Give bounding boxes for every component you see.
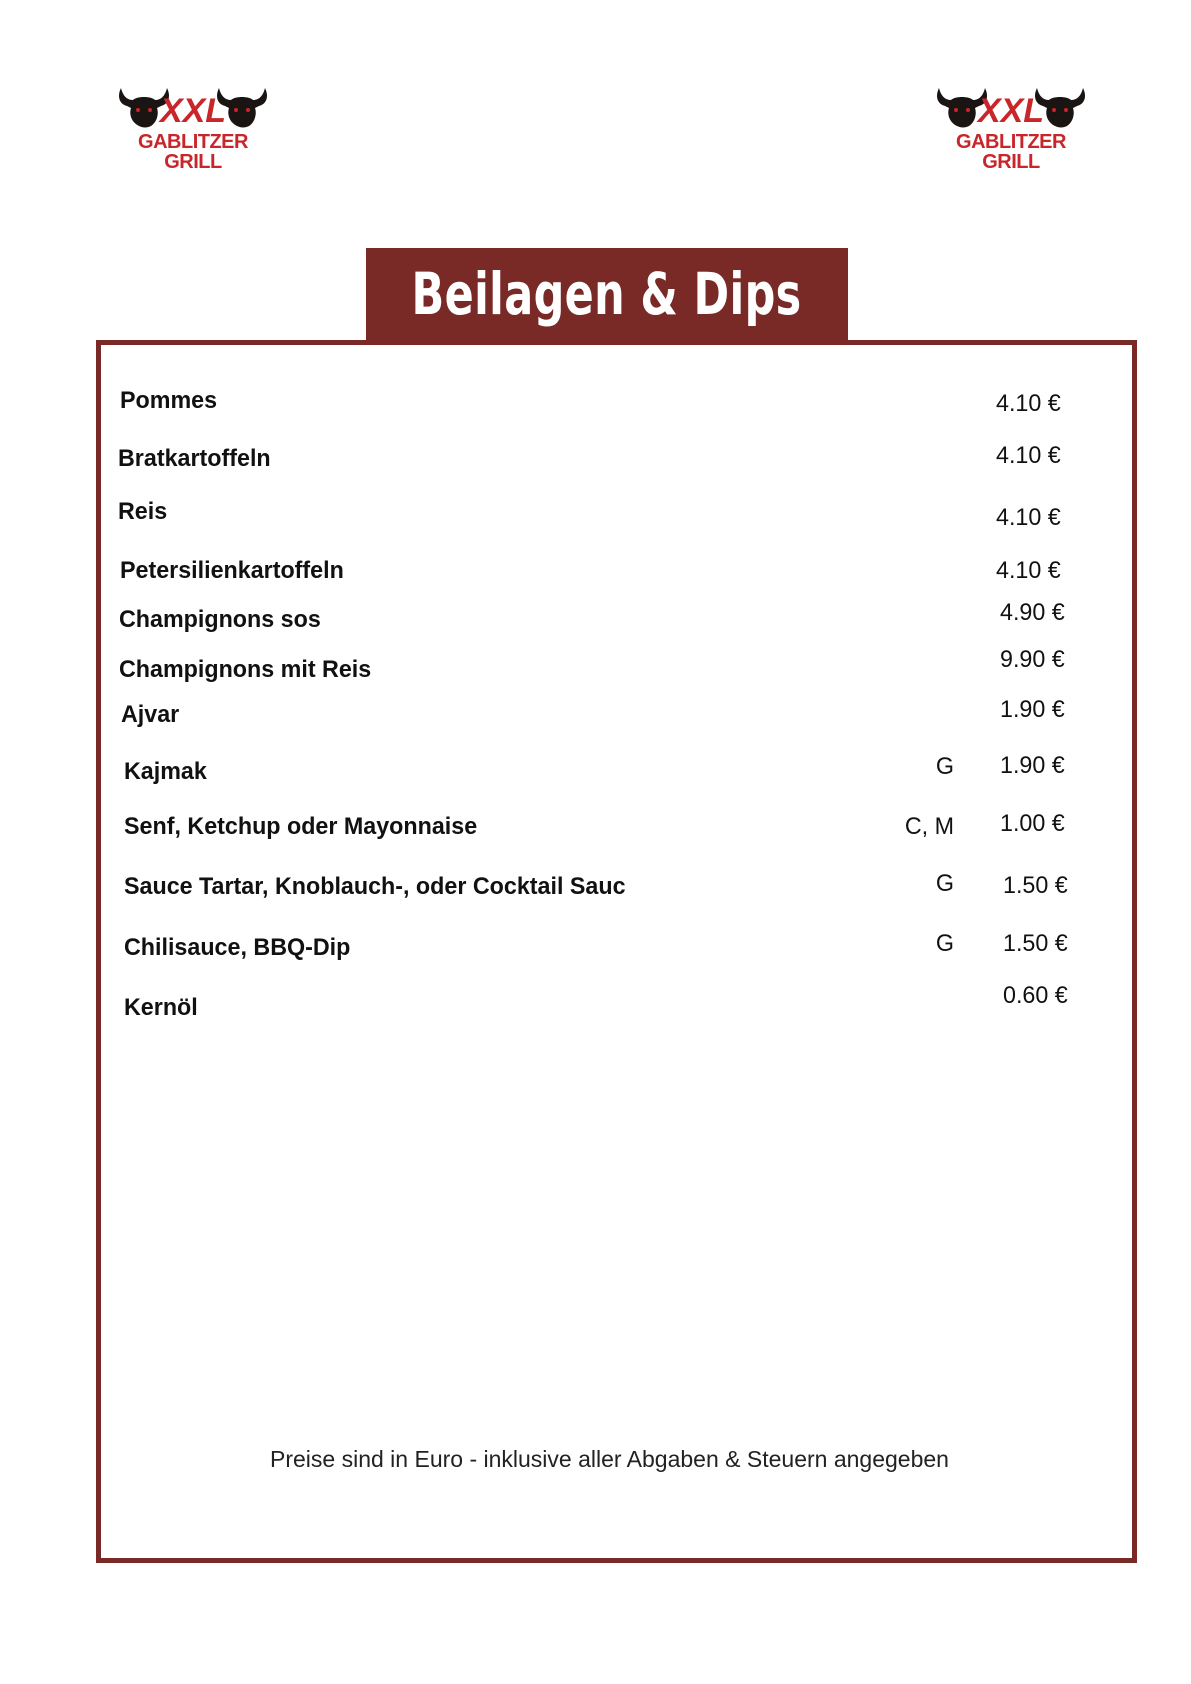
price-footnote: Preise sind in Euro - inklusive aller Abgaben & Steuern angegeben <box>270 1446 949 1472</box>
menu-item-name: Petersilienkartoffeln <box>120 557 344 584</box>
menu-item-price: 4.10 € <box>996 557 1061 584</box>
menu-item-price: 4.10 € <box>996 442 1061 469</box>
restaurant-logo-left <box>113 78 273 178</box>
menu-item-name: Kernöl <box>124 994 198 1021</box>
logo-graphic <box>931 78 1091 178</box>
logo-graphic <box>113 78 273 178</box>
svg-text:GABLITZER: GABLITZER <box>956 131 1066 153</box>
svg-text:GRILL: GRILL <box>982 151 1040 173</box>
svg-text:XXL: XXL <box>159 92 227 130</box>
page-title: Beilagen & Dips <box>411 260 803 328</box>
menu-item-price: 1.50 € <box>1003 930 1068 957</box>
menu-item-name: Bratkartoffeln <box>118 445 271 472</box>
menu-item-name: Chilisauce, BBQ-Dip <box>124 934 351 961</box>
svg-text:GRILL: GRILL <box>164 151 222 173</box>
menu-item-allergen: G <box>935 753 954 780</box>
section-title-banner <box>366 248 848 340</box>
menu-item-price: 4.10 € <box>996 390 1061 417</box>
restaurant-logo-right <box>931 78 1091 178</box>
menu-item-name: Champignons sos <box>119 606 321 633</box>
menu-item-price: 4.10 € <box>996 504 1061 531</box>
menu-item-name: Kajmak <box>124 758 207 785</box>
menu-item-name: Ajvar <box>121 701 180 728</box>
menu-item-allergen: G <box>935 870 954 897</box>
menu-item-name: Reis <box>118 498 168 525</box>
menu-item-price: 1.00 € <box>1000 810 1065 837</box>
svg-text:XXL: XXL <box>977 92 1045 130</box>
menu-item-allergen: G <box>935 930 954 957</box>
menu-item-name: Senf, Ketchup oder Mayonnaise <box>124 813 478 840</box>
menu-item-price: 1.50 € <box>1003 872 1068 899</box>
menu-item-price: 9.90 € <box>1000 646 1065 673</box>
menu-item-name: Champignons mit Reis <box>119 656 372 683</box>
menu-item-price: 4.90 € <box>1000 599 1065 626</box>
menu-item-name: Pommes <box>120 387 218 414</box>
menu-item-allergen: C, M <box>904 813 954 840</box>
menu-item-name: Sauce Tartar, Knoblauch-, oder Cocktail Sauc <box>124 873 626 900</box>
svg-text:GABLITZER: GABLITZER <box>138 131 248 153</box>
menu-item-price: 1.90 € <box>1000 696 1065 723</box>
menu-item-price: 0.60 € <box>1003 982 1068 1009</box>
menu-item-price: 1.90 € <box>1000 752 1065 779</box>
